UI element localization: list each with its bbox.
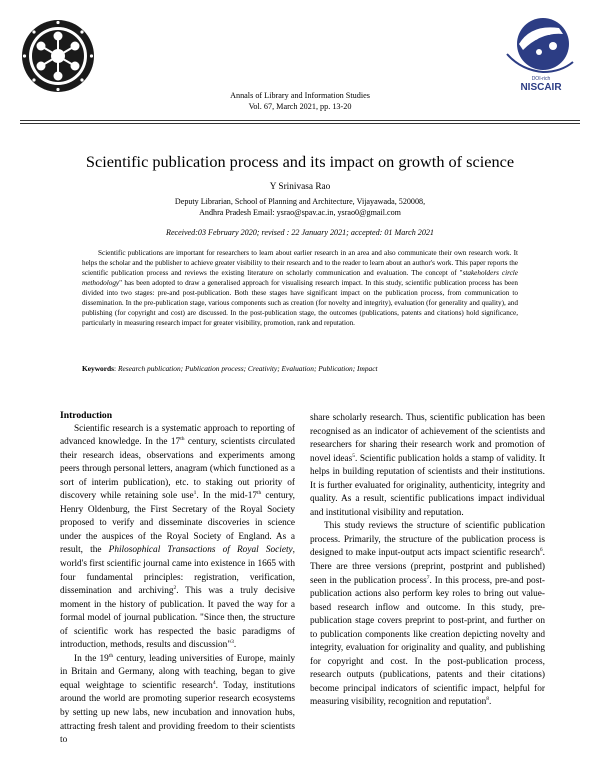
csir-logo — [20, 18, 96, 94]
body-column-left — [60, 409, 295, 748]
section-heading-introduction: Introduction — [60, 410, 113, 421]
abstract — [82, 248, 518, 328]
journal-info — [0, 90, 600, 112]
affiliation-line-2: Andhra Pradesh Email: ysrao@spav.ac.in, ysrao0@gmail.com — [199, 207, 401, 217]
author-name: Y Srinivasa Rao — [269, 182, 331, 192]
niscair-sublabel: DOI-rich — [531, 76, 551, 82]
keywords-list: Research publication; Publication process; Creativity; Evaluation; Publication; Impact — [117, 364, 378, 373]
paragraph-1: Scientific research is a systematic approach to reporting of advanced knowledge. In the 17th century, scientists circulated their research ideas, observations and experiments among peers through personal letters, anagram (which functioned as a sort of interim publication), etc. to staking out priority of discovery while retaining sole use$^1$. In the mid-17th century, Henry Oldenburg, the First Secretary of the Royal Society proposed to verify and disseminate discoveries in science under the auspices of the Royal Society of England. As a result, the Philosophical Transactions of Royal Society, world's first scientific journal came into existence in 1665 with four fundamental principles: registration, verification, dissemination and archiving$^2$. This was a truly decisive moment in the history of publication. It paved the way for a formal model of journal publication. "Since then, the structure of scientific work has respected the basic paradigms of introduction, methods, results and discussion"$^3$. — [60, 423, 295, 651]
keywords: Keywords: Research publication; Publication process; Creativity; Evaluation; Publication; Impact — [82, 364, 378, 373]
body-column-right — [310, 412, 545, 710]
abstract-text-1: Scientific publications are important for researchers to learn about earlier research in an area and also communicate their own research work. It helps the scholar and the publisher to achieve greater visibility to their research and to the reader to learn about an author's work. This paper reports the scientific publication process and reviews the existing literature on scholarly communication and evaluation. The concept of " — [82, 249, 518, 277]
niscair-label: NISCAIR — [520, 82, 562, 93]
journal-volume: Vol. 67, March 2021, pp. 13-20 — [248, 102, 352, 111]
header-rule-top — [20, 120, 580, 121]
received-dates: Received:03 February 2020; revised : 22 January 2021; accepted: 01 March 2021 — [166, 228, 434, 237]
abstract-italic: stakeholders circle methodology — [82, 269, 518, 287]
paper-title: Scientific publication process and its impact on growth of science — [85, 152, 515, 171]
keywords-label: Keywords — [82, 364, 115, 373]
paragraph-2: In the 19th century, leading universities of Europe, mainly in Britain and Germany, along with teaching, began to give equal weightage to scientific research$^4$. Today, institutions around the world are promoting superior research ecosystems by setting up new labs, new incubation and innovation hubs, attracting fresh talent and providing freedom to their scientists to — [60, 652, 295, 746]
niscair-logo — [501, 14, 581, 94]
paragraph-3: share scholarly research. Thus, scientific publication has been recognised as an indicator of achievement of the scientists and researchers for sharing their research work and promotion of novel ideas$^5$. Scientific publication holds a stamp of validity. It helps in building reputation of scientists and their institutions. It is further evaluated for originality, authenticity, integrity and quality. As a result, scientific publications impact individual and institutional visibility and reputation. — [310, 413, 545, 518]
author-affiliation — [0, 197, 600, 218]
journal-name: Annals of Library and Information Studies — [230, 91, 370, 100]
header-rule-bottom — [20, 123, 580, 124]
abstract-text-2: " has been adopted to draw a generalised approach for visualising research impact. In this study, scientific publication process has been divided into two stages: pre-and post-publication. Both these stages have significant impact on the publication process, from communication to dissemination. In the pre-publication stage, various components such as creation (for novelty and integrity), evaluation (for generality and quality), and publishing (for copyright and cost) are discussed. In the post-publication stage, the outcomes (publications, patents and citations) hold significance, particularly in measuring research impact for greater visibility, promotion, rank and reputation. — [82, 279, 518, 327]
affiliation-line-1: Deputy Librarian, School of Planning and Architecture, Vijayawada, 520008, — [174, 197, 426, 206]
paragraph-4: This study reviews the structure of scientific publication process. Primarily, the structure of the publication process is designed to make input-output acts impact scientific research$^6$. There are three versions (preprint, postprint and published) seen in the publication process$^7$. In this process, pre-and post-publication actions also perform key roles to bring out value-based research inflow and outcome. In this study, pre-publication stage covers preprint to post-print, and further on to publication components like creation depicting novelty and integrity, evaluation for originality and quality, and publishing for copyright and cost. In the post-publication process, research outputs (publications, patents and their citations) become principal indicators of scientific impact, helpful for measuring visibility, recognition and reputation$^8$. — [310, 521, 545, 708]
